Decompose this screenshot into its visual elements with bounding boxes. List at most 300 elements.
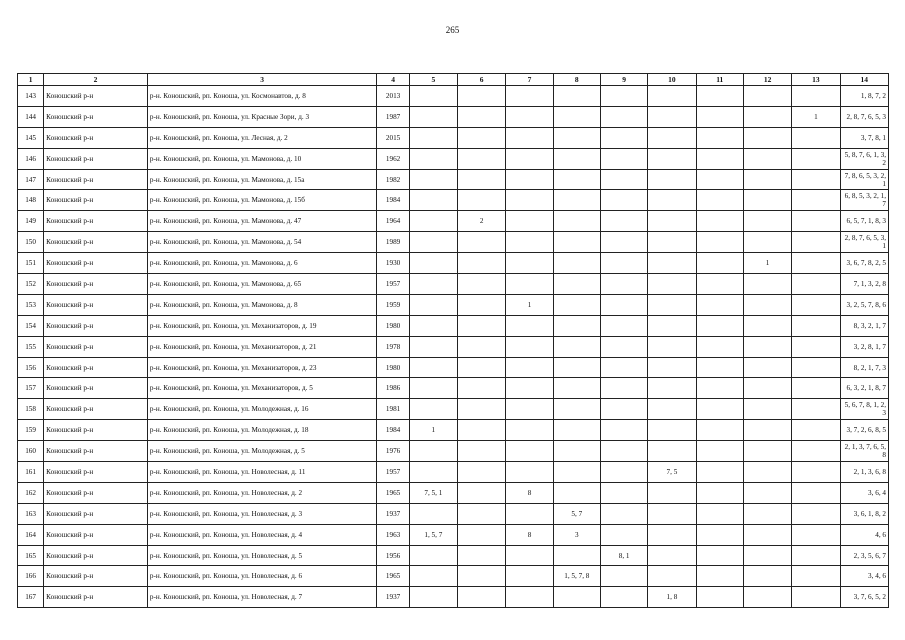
table-cell-col-4: 2015 [377, 127, 409, 148]
table-cell-col-7 [506, 378, 553, 399]
table-cell-col-1: 160 [18, 441, 44, 462]
table-cell-col-5 [409, 86, 457, 107]
table-cell-col-11 [696, 566, 743, 587]
table-cell-col-12 [743, 462, 791, 483]
table-cell-col-14: 5, 6, 7, 8, 1, 2, 3 [840, 399, 888, 420]
table-cell-col-14: 2, 8, 7, 6, 5, 3, 1 [840, 232, 888, 253]
table-cell-col-5 [409, 315, 457, 336]
table-cell-col-11 [696, 482, 743, 503]
table-cell-col-5: 1, 5, 7 [409, 524, 457, 545]
table-cell-col-11 [696, 106, 743, 127]
table-cell-col-11 [696, 399, 743, 420]
table-cell-col-7 [506, 503, 553, 524]
table-cell-col-2: Коношский р-н [44, 378, 148, 399]
table-cell-col-9 [600, 211, 647, 232]
table-cell-col-10 [648, 294, 696, 315]
table-cell-col-9 [600, 503, 647, 524]
table-cell-col-7: 8 [506, 524, 553, 545]
table-cell-col-10 [648, 211, 696, 232]
table-cell-col-4: 1976 [377, 441, 409, 462]
table-cell-col-2: Коношский р-н [44, 86, 148, 107]
table-row [18, 253, 889, 274]
table-cell-col-12 [743, 357, 791, 378]
table-row [18, 399, 889, 420]
table-row [18, 420, 889, 441]
column-header-2: 2 [44, 74, 148, 86]
table-cell-col-4: 1980 [377, 357, 409, 378]
table-cell-col-2: Коношский р-н [44, 566, 148, 587]
table-cell-col-6 [458, 274, 506, 295]
table-row [18, 169, 889, 190]
table-cell-col-13 [792, 482, 840, 503]
table-cell-col-12 [743, 524, 791, 545]
table-cell-col-10 [648, 315, 696, 336]
table-cell-col-5 [409, 587, 457, 608]
table-cell-col-8 [553, 127, 600, 148]
table-cell-col-5 [409, 274, 457, 295]
table-cell-col-11 [696, 587, 743, 608]
table-cell-col-7 [506, 399, 553, 420]
table-cell-col-2: Коношский р-н [44, 127, 148, 148]
table-cell-col-5: 7, 5, 1 [409, 482, 457, 503]
table-cell-col-11 [696, 441, 743, 462]
table-cell-col-11 [696, 190, 743, 211]
table-cell-col-14: 4, 6 [840, 524, 888, 545]
table-cell-col-3: р-н. Коношский, рп. Коноша, ул. Новолесная, д. 7 [147, 587, 377, 608]
table-cell-col-1: 146 [18, 148, 44, 169]
table-cell-col-2: Коношский р-н [44, 545, 148, 566]
table-cell-col-6 [458, 441, 506, 462]
table-cell-col-10 [648, 420, 696, 441]
table-row [18, 524, 889, 545]
table-cell-col-6 [458, 566, 506, 587]
header-row [18, 74, 889, 86]
table-cell-col-12 [743, 169, 791, 190]
table-cell-col-8 [553, 399, 600, 420]
column-header-8: 8 [553, 74, 600, 86]
table-cell-col-7 [506, 441, 553, 462]
table-cell-col-1: 161 [18, 462, 44, 483]
table-cell-col-10 [648, 232, 696, 253]
table-cell-col-8 [553, 148, 600, 169]
table-cell-col-9 [600, 441, 647, 462]
table-cell-col-10 [648, 503, 696, 524]
table-cell-col-4: 1986 [377, 378, 409, 399]
table-cell-col-4: 1957 [377, 462, 409, 483]
table-row [18, 378, 889, 399]
table-cell-col-14: 7, 8, 6, 5, 3, 2, 1 [840, 169, 888, 190]
table-row [18, 462, 889, 483]
table-cell-col-4: 1964 [377, 211, 409, 232]
table-cell-col-9 [600, 127, 647, 148]
table-cell-col-1: 151 [18, 253, 44, 274]
table-cell-col-5 [409, 462, 457, 483]
table-cell-col-3: р-н. Коношский, рп. Коноша, ул. Мамонова, д. 47 [147, 211, 377, 232]
table-cell-col-8 [553, 211, 600, 232]
table-cell-col-4: 1982 [377, 169, 409, 190]
table-row [18, 148, 889, 169]
table-cell-col-2: Коношский р-н [44, 357, 148, 378]
table-cell-col-14: 3, 2, 8, 1, 7 [840, 336, 888, 357]
column-header-1: 1 [18, 74, 44, 86]
table-cell-col-1: 158 [18, 399, 44, 420]
table-cell-col-2: Коношский р-н [44, 462, 148, 483]
table-cell-col-12 [743, 294, 791, 315]
table-cell-col-14: 3, 7, 2, 6, 8, 5 [840, 420, 888, 441]
table-cell-col-13 [792, 587, 840, 608]
table-cell-col-10 [648, 274, 696, 295]
table-row [18, 566, 889, 587]
table-cell-col-9 [600, 190, 647, 211]
table-cell-col-2: Коношский р-н [44, 441, 148, 462]
table-cell-col-9 [600, 336, 647, 357]
table-row [18, 503, 889, 524]
table-cell-col-9 [600, 274, 647, 295]
table-cell-col-8 [553, 315, 600, 336]
table-cell-col-4: 2013 [377, 86, 409, 107]
table-header [18, 74, 889, 86]
table-cell-col-14: 8, 2, 1, 7, 3 [840, 357, 888, 378]
table-cell-col-3: р-н. Коношский, рп. Коноша, ул. Новолесная, д. 11 [147, 462, 377, 483]
table-cell-col-5 [409, 211, 457, 232]
table-cell-col-5 [409, 106, 457, 127]
table-cell-col-9 [600, 106, 647, 127]
table-row [18, 482, 889, 503]
table-cell-col-1: 165 [18, 545, 44, 566]
table-cell-col-1: 148 [18, 190, 44, 211]
table-row [18, 274, 889, 295]
table-cell-col-9 [600, 399, 647, 420]
table-cell-col-9: 8, 1 [600, 545, 647, 566]
table-cell-col-8 [553, 86, 600, 107]
table-cell-col-10 [648, 482, 696, 503]
table-cell-col-13 [792, 169, 840, 190]
table-cell-col-4: 1984 [377, 190, 409, 211]
table-cell-col-6 [458, 106, 506, 127]
table-cell-col-2: Коношский р-н [44, 315, 148, 336]
table-cell-col-4: 1978 [377, 336, 409, 357]
table-cell-col-7 [506, 566, 553, 587]
table-cell-col-3: р-н. Коношский, рп. Коноша, ул. Лесная, д. 2 [147, 127, 377, 148]
table-cell-col-6 [458, 190, 506, 211]
table-cell-col-11 [696, 315, 743, 336]
table-cell-col-5 [409, 169, 457, 190]
table-cell-col-6 [458, 357, 506, 378]
table-cell-col-3: р-н. Коношский, рп. Коноша, ул. Новолесная, д. 5 [147, 545, 377, 566]
table-cell-col-10 [648, 253, 696, 274]
table-cell-col-3: р-н. Коношский, рп. Коноша, ул. Механизаторов, д. 5 [147, 378, 377, 399]
table-cell-col-5: 1 [409, 420, 457, 441]
table-cell-col-7 [506, 86, 553, 107]
table-cell-col-9 [600, 357, 647, 378]
table-cell-col-8 [553, 253, 600, 274]
column-header-10: 10 [648, 74, 696, 86]
table-cell-col-5 [409, 441, 457, 462]
table-cell-col-6 [458, 462, 506, 483]
table-cell-col-14: 3, 7, 8, 1 [840, 127, 888, 148]
table-cell-col-13 [792, 190, 840, 211]
table-cell-col-7 [506, 211, 553, 232]
table-cell-col-2: Коношский р-н [44, 232, 148, 253]
table-cell-col-14: 3, 6, 7, 8, 2, 5 [840, 253, 888, 274]
table-row [18, 315, 889, 336]
table-cell-col-6 [458, 127, 506, 148]
column-header-9: 9 [600, 74, 647, 86]
table-cell-col-3: р-н. Коношский, рп. Коноша, ул. Новолесная, д. 3 [147, 503, 377, 524]
table-cell-col-5 [409, 566, 457, 587]
table-cell-col-13 [792, 294, 840, 315]
table-cell-col-14: 6, 3, 2, 1, 8, 7 [840, 378, 888, 399]
table-cell-col-8 [553, 441, 600, 462]
table-cell-col-8: 5, 7 [553, 503, 600, 524]
table-cell-col-5 [409, 357, 457, 378]
table-cell-col-1: 156 [18, 357, 44, 378]
table-cell-col-4: 1965 [377, 482, 409, 503]
table-cell-col-1: 166 [18, 566, 44, 587]
table-cell-col-13 [792, 399, 840, 420]
table-cell-col-7 [506, 357, 553, 378]
table-cell-col-14: 5, 8, 7, 6, 1, 3, 2 [840, 148, 888, 169]
column-header-4: 4 [377, 74, 409, 86]
table-row [18, 190, 889, 211]
table-cell-col-7 [506, 127, 553, 148]
table-cell-col-5 [409, 190, 457, 211]
table-cell-col-11 [696, 336, 743, 357]
table-cell-col-8: 3 [553, 524, 600, 545]
table-cell-col-2: Коношский р-н [44, 148, 148, 169]
table-row [18, 545, 889, 566]
table-cell-col-9 [600, 462, 647, 483]
table-cell-col-13: 1 [792, 106, 840, 127]
table-cell-col-7 [506, 587, 553, 608]
table-cell-col-14: 7, 1, 3, 2, 8 [840, 274, 888, 295]
table-cell-col-3: р-н. Коношский, рп. Коноша, ул. Механизаторов, д. 21 [147, 336, 377, 357]
table-cell-col-9 [600, 253, 647, 274]
table-cell-col-12 [743, 378, 791, 399]
table-cell-col-10 [648, 336, 696, 357]
table-cell-col-7 [506, 315, 553, 336]
table-body [18, 86, 889, 608]
table-cell-col-12 [743, 545, 791, 566]
table-cell-col-13 [792, 274, 840, 295]
table-cell-col-6 [458, 253, 506, 274]
table-cell-col-14: 1, 8, 7, 2 [840, 86, 888, 107]
table-cell-col-12 [743, 86, 791, 107]
table-cell-col-3: р-н. Коношский, рп. Коноша, ул. Новолесная, д. 4 [147, 524, 377, 545]
table-cell-col-13 [792, 315, 840, 336]
table-cell-col-1: 149 [18, 211, 44, 232]
table-cell-col-12 [743, 441, 791, 462]
table-cell-col-10: 7, 5 [648, 462, 696, 483]
table-cell-col-5 [409, 545, 457, 566]
table-cell-col-4: 1987 [377, 106, 409, 127]
table-cell-col-3: р-н. Коношский, рп. Коноша, ул. Молодежная, д. 5 [147, 441, 377, 462]
table-cell-col-9 [600, 566, 647, 587]
table-cell-col-3: р-н. Коношский, рп. Коноша, ул. Мамонова, д. 54 [147, 232, 377, 253]
table-cell-col-4: 1959 [377, 294, 409, 315]
table-cell-col-2: Коношский р-н [44, 336, 148, 357]
table-cell-col-13 [792, 148, 840, 169]
table-cell-col-10 [648, 190, 696, 211]
table-cell-col-11 [696, 232, 743, 253]
table-cell-col-12 [743, 211, 791, 232]
table-cell-col-3: р-н. Коношский, рп. Коноша, ул. Мамонова, д. 15а [147, 169, 377, 190]
table-cell-col-11 [696, 357, 743, 378]
table-cell-col-4: 1937 [377, 503, 409, 524]
table-cell-col-6 [458, 524, 506, 545]
table-cell-col-2: Коношский р-н [44, 274, 148, 295]
table-cell-col-8 [553, 462, 600, 483]
table-cell-col-4: 1957 [377, 274, 409, 295]
table-cell-col-12 [743, 503, 791, 524]
table-cell-col-13 [792, 86, 840, 107]
table-cell-col-1: 162 [18, 482, 44, 503]
table-cell-col-12 [743, 148, 791, 169]
table-cell-col-13 [792, 503, 840, 524]
table-cell-col-11 [696, 253, 743, 274]
table-cell-col-7: 1 [506, 294, 553, 315]
table-cell-col-10 [648, 148, 696, 169]
table-cell-col-14: 8, 3, 2, 1, 7 [840, 315, 888, 336]
table-cell-col-10 [648, 106, 696, 127]
table-cell-col-2: Коношский р-н [44, 524, 148, 545]
table-cell-col-13 [792, 524, 840, 545]
table-cell-col-2: Коношский р-н [44, 190, 148, 211]
table-cell-col-11 [696, 148, 743, 169]
table-cell-col-3: р-н. Коношский, рп. Коноша, ул. Мамонова, д. 8 [147, 294, 377, 315]
table-cell-col-10 [648, 378, 696, 399]
table-cell-col-3: р-н. Коношский, рп. Коноша, ул. Механизаторов, д. 19 [147, 315, 377, 336]
table-cell-col-3: р-н. Коношский, рп. Коноша, ул. Молодежная, д. 16 [147, 399, 377, 420]
table-cell-col-11 [696, 378, 743, 399]
column-header-13: 13 [792, 74, 840, 86]
table-cell-col-11 [696, 545, 743, 566]
table-cell-col-5 [409, 232, 457, 253]
table-cell-col-9 [600, 482, 647, 503]
table-cell-col-10 [648, 127, 696, 148]
table-row [18, 336, 889, 357]
table-cell-col-14: 2, 8, 7, 6, 5, 3 [840, 106, 888, 127]
table-cell-col-4: 1989 [377, 232, 409, 253]
table-cell-col-9 [600, 148, 647, 169]
table-cell-col-13 [792, 127, 840, 148]
table-row [18, 294, 889, 315]
table-cell-col-9 [600, 420, 647, 441]
table-cell-col-7 [506, 462, 553, 483]
table-cell-col-12 [743, 482, 791, 503]
table-cell-col-13 [792, 253, 840, 274]
table-cell-col-9 [600, 524, 647, 545]
table-cell-col-8 [553, 294, 600, 315]
table-cell-col-4: 1956 [377, 545, 409, 566]
column-header-11: 11 [696, 74, 743, 86]
table-cell-col-4: 1963 [377, 524, 409, 545]
table-cell-col-8 [553, 420, 600, 441]
table-cell-col-7 [506, 253, 553, 274]
table-cell-col-10 [648, 524, 696, 545]
table-cell-col-13 [792, 462, 840, 483]
table-cell-col-12 [743, 274, 791, 295]
table-cell-col-5 [409, 378, 457, 399]
table-cell-col-3: р-н. Коношский, рп. Коноша, ул. Мамонова, д. 65 [147, 274, 377, 295]
table-cell-col-9 [600, 315, 647, 336]
table-cell-col-1: 150 [18, 232, 44, 253]
table-cell-col-7 [506, 420, 553, 441]
table-cell-col-5 [409, 148, 457, 169]
table-row [18, 232, 889, 253]
table-cell-col-12 [743, 106, 791, 127]
table-cell-col-2: Коношский р-н [44, 503, 148, 524]
column-header-7: 7 [506, 74, 553, 86]
table-cell-col-9 [600, 86, 647, 107]
table-cell-col-4: 1937 [377, 587, 409, 608]
table-cell-col-12 [743, 190, 791, 211]
table-cell-col-2: Коношский р-н [44, 482, 148, 503]
table-cell-col-8 [553, 232, 600, 253]
table-cell-col-7 [506, 106, 553, 127]
table-cell-col-1: 163 [18, 503, 44, 524]
table-cell-col-5 [409, 294, 457, 315]
table-cell-col-12 [743, 232, 791, 253]
table-cell-col-13 [792, 441, 840, 462]
table-cell-col-6 [458, 545, 506, 566]
table-cell-col-8 [553, 336, 600, 357]
table-cell-col-9 [600, 587, 647, 608]
table-cell-col-1: 167 [18, 587, 44, 608]
table-cell-col-4: 1965 [377, 566, 409, 587]
table-row [18, 86, 889, 107]
table-cell-col-8 [553, 357, 600, 378]
table-cell-col-11 [696, 294, 743, 315]
table-cell-col-7 [506, 148, 553, 169]
table-cell-col-1: 159 [18, 420, 44, 441]
table-row [18, 127, 889, 148]
table-cell-col-6 [458, 378, 506, 399]
table-cell-col-5 [409, 336, 457, 357]
table-cell-col-1: 157 [18, 378, 44, 399]
table-cell-col-5 [409, 503, 457, 524]
table-cell-col-1: 152 [18, 274, 44, 295]
table-cell-col-5 [409, 399, 457, 420]
table-cell-col-12 [743, 336, 791, 357]
table-cell-col-2: Коношский р-н [44, 420, 148, 441]
table-cell-col-6 [458, 148, 506, 169]
table-cell-col-10 [648, 86, 696, 107]
table-cell-col-8 [553, 378, 600, 399]
table-cell-col-4: 1962 [377, 148, 409, 169]
table-cell-col-10: 1, 8 [648, 587, 696, 608]
table-cell-col-3: р-н. Коношский, рп. Коноша, ул. Мамонова, д. 15б [147, 190, 377, 211]
table-cell-col-12 [743, 566, 791, 587]
table-cell-col-3: р-н. Коношский, рп. Коноша, ул. Молодежная, д. 18 [147, 420, 377, 441]
table-cell-col-9 [600, 169, 647, 190]
column-header-12: 12 [743, 74, 791, 86]
table-cell-col-7: 8 [506, 482, 553, 503]
table-cell-col-7 [506, 274, 553, 295]
table-cell-col-8 [553, 545, 600, 566]
table-cell-col-4: 1981 [377, 399, 409, 420]
table-cell-col-2: Коношский р-н [44, 211, 148, 232]
table-cell-col-13 [792, 566, 840, 587]
table-cell-col-14: 2, 1, 3, 7, 6, 5, 8 [840, 441, 888, 462]
table-cell-col-14: 3, 7, 6, 5, 2 [840, 587, 888, 608]
table-cell-col-8 [553, 190, 600, 211]
table-cell-col-2: Коношский р-н [44, 106, 148, 127]
table-cell-col-4: 1984 [377, 420, 409, 441]
table-cell-col-9 [600, 378, 647, 399]
table-cell-col-13 [792, 232, 840, 253]
table-cell-col-2: Коношский р-н [44, 399, 148, 420]
